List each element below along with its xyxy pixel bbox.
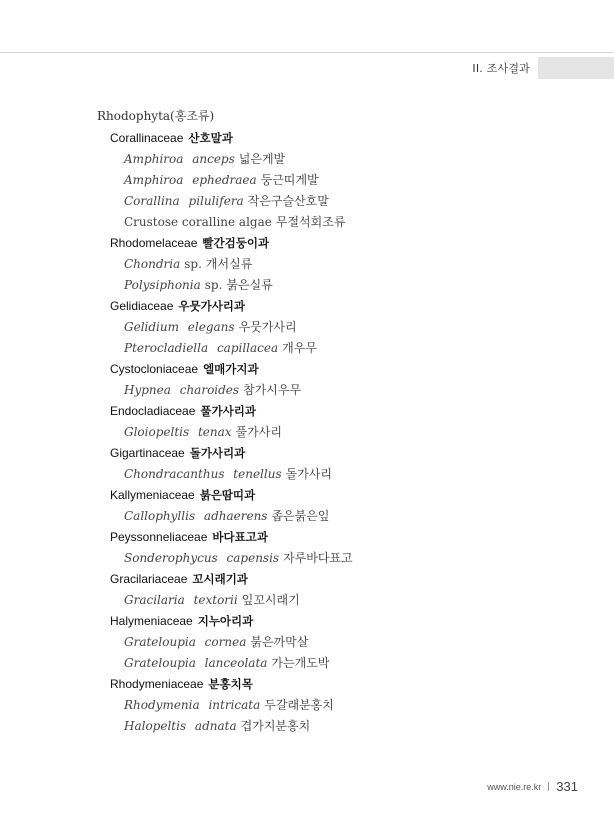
family-row [97,484,577,505]
species-row [97,715,577,736]
family-latin-name: Gelidiaceae [110,299,174,313]
species-korean-name: 개서실류 [205,257,253,271]
species-row [97,505,577,526]
family-latin-name: Rhodomelaceae [110,236,198,250]
family-latin-name: Gracilariaceae [110,572,188,586]
species-row [97,148,577,169]
family-row [97,673,577,694]
species-row [97,253,577,274]
family-korean-name: 우뭇가사리과 [178,299,246,313]
page-number: 331 [556,779,578,794]
species-korean-name: 넓은게발 [238,152,286,166]
species-korean-name: 개우무 [282,341,317,355]
header-rule [0,52,614,53]
species-row [97,211,577,232]
species-row [97,337,577,358]
species-qualifier: sp. [184,257,202,271]
species-latin-name: Amphiroa ephedraea [124,173,257,187]
species-row [97,379,577,400]
family-latin-name: Cystocloniaceae [110,362,199,376]
species-latin-name: Chondria [124,257,181,271]
species-korean-name: 자루바다표고 [283,551,353,565]
family-korean-name: 꼬시래기과 [192,572,248,586]
species-latin-name: Sonderophycus capensis [124,551,280,565]
section-tab-bar [538,57,614,79]
species-korean-name: 두갈래분홍치 [264,698,334,712]
family-latin-name: Halymeniaceae [110,614,193,628]
species-row [97,589,577,610]
family-row [97,127,577,148]
species-korean-name: 겹가지분홍치 [240,719,311,733]
species-row [97,547,577,568]
species-row [97,463,577,484]
family-korean-name: 풀가사리과 [200,404,256,418]
species-latin-name: Grateloupia cornea [124,635,247,649]
species-row [97,169,577,190]
family-row [97,568,577,589]
species-row [97,190,577,211]
family-korean-name: 빨간검둥이과 [202,236,270,250]
species-korean-name: 둥근띠게발 [260,173,319,187]
species-korean-name: 붉은까막살 [250,635,309,649]
species-korean-name: 좁은붉은잎 [271,509,330,523]
species-latin-name: Callophyllis adhaerens [124,509,268,523]
species-latin-name: Rhodymenia intricata [124,698,261,712]
species-latin-name: Gracilaria textorii [124,593,238,607]
species-korean-name: 풀가사리 [235,425,282,439]
species-latin-name: Grateloupia lanceolata [124,656,268,670]
family-row [97,358,577,379]
species-latin-name: Gloiopeltis tenax [124,425,232,439]
species-korean-name: 붉은실류 [226,278,273,292]
family-latin-name: Rhodymeniaceae [110,677,204,691]
family-korean-name: 돌가사리과 [189,446,246,460]
family-korean-name: 산호말과 [188,131,233,145]
species-korean-name: 돌가사리 [285,467,332,481]
species-latin-name: Chondracanthus tenellus [124,467,282,481]
family-latin-name: Endocladiaceae [110,404,196,418]
species-row [97,694,577,715]
family-row [97,295,577,316]
family-latin-name: Peyssonneliaceae [110,530,208,544]
species-row [97,631,577,652]
footer-divider [548,782,549,791]
species-qualifier: sp. [204,278,223,292]
species-list [97,106,577,736]
family-korean-name: 붉은땀띠과 [199,488,256,502]
family-row [97,610,577,631]
species-row [97,652,577,673]
family-latin-name: Corallinaceae [110,131,184,145]
species-korean-name: 무절석회조류 [275,215,346,229]
family-row [97,232,577,253]
species-korean-name: 참가시우무 [243,383,302,397]
species-latin-name: Amphiroa anceps [124,152,235,166]
section-title: II. 조사결과 [472,62,530,75]
family-latin-name: Gigartinaceae [110,446,185,460]
family-row [97,442,577,463]
family-korean-name: 분홍치목 [208,677,253,691]
section-header [472,57,614,79]
species-row [97,274,577,295]
species-korean-name: 작은구슬산호말 [247,194,329,208]
family-korean-name: 엘매가지과 [203,362,259,376]
species-korean-name: 가는개도박 [271,656,330,670]
species-latin-name: Halopeltis adnata [124,719,237,733]
species-common-latin: Crustose coralline algae [124,215,272,229]
species-row [97,421,577,442]
species-row [97,316,577,337]
species-latin-name: Polysiphonia [124,278,201,292]
species-korean-name: 우뭇가사리 [238,320,297,334]
species-latin-name: Corallina pilulifera [124,194,244,208]
phylum-heading: Rhodophyta(홍조류) [97,109,215,123]
footer-url[interactable]: www.nie.re.kr [487,781,542,792]
page-footer [487,779,578,794]
family-row [97,400,577,421]
species-latin-name: Pterocladiella capillacea [124,341,279,355]
family-latin-name: Kallymeniaceae [110,488,195,502]
species-latin-name: Gelidium elegans [124,320,235,334]
family-korean-name: 지누아리과 [197,614,254,628]
family-korean-name: 바다표고과 [212,530,268,544]
species-latin-name: Hypnea charoides [124,383,240,397]
species-korean-name: 잎꼬시래기 [241,593,300,607]
family-row [97,526,577,547]
